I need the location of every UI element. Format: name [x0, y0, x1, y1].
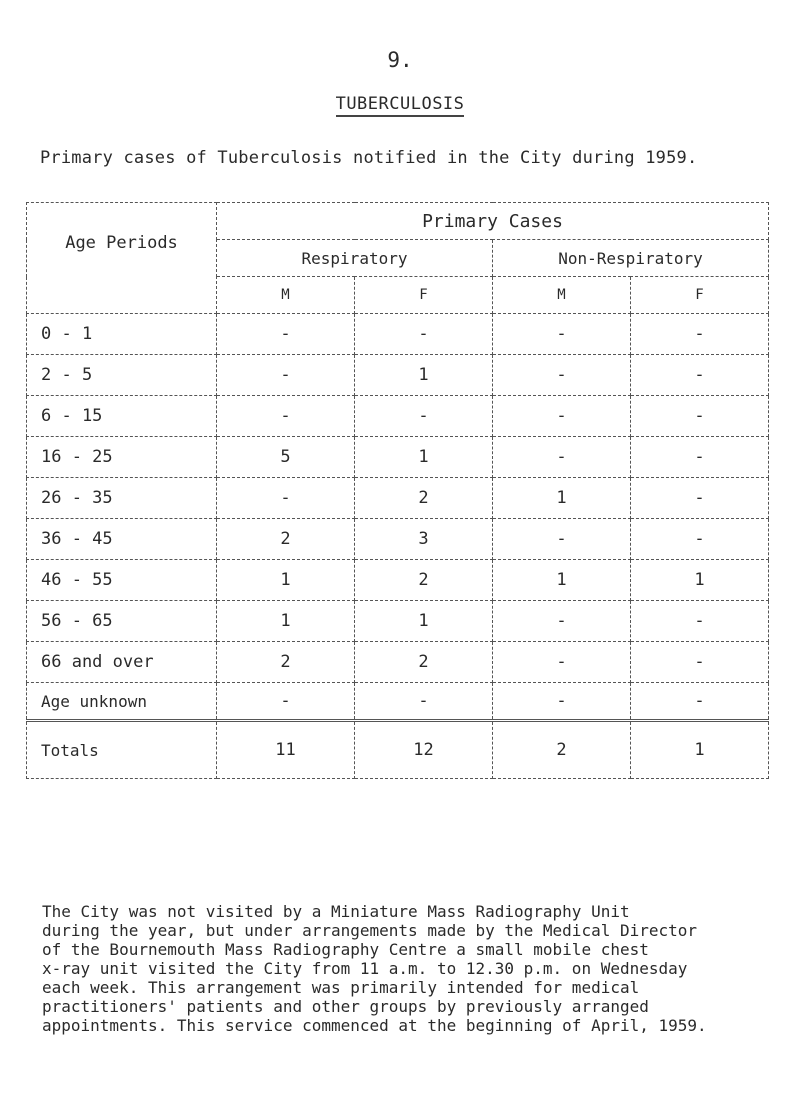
totals-row — [27, 721, 769, 779]
resp-male-cell: - — [217, 478, 355, 519]
resp-male-cell: 1 — [217, 601, 355, 642]
resp-female-cell: - — [355, 314, 493, 355]
non-respiratory-header: Non-Respiratory — [493, 240, 769, 277]
resp-male-cell: 2 — [217, 519, 355, 560]
nonresp-female-cell: - — [631, 519, 769, 560]
table-row — [27, 519, 769, 560]
total-nonresp-female: 1 — [631, 721, 769, 779]
resp-male-cell: 2 — [217, 642, 355, 683]
nonresp-female-cell: - — [631, 314, 769, 355]
age-period-cell: Age unknown — [27, 683, 217, 721]
age-period-cell: 16 - 25 — [27, 437, 217, 478]
respiratory-header: Respiratory — [217, 240, 493, 277]
table-row — [27, 642, 769, 683]
age-period-cell: 36 - 45 — [27, 519, 217, 560]
section-heading — [0, 94, 800, 114]
nonresp-male-cell: - — [493, 355, 631, 396]
table-row — [27, 478, 769, 519]
table-caption: Primary cases of Tuberculosis notified in the City during 1959. — [40, 148, 698, 168]
resp-male-cell: - — [217, 683, 355, 721]
table-row — [27, 437, 769, 478]
nonresp-male-cell: - — [493, 642, 631, 683]
nonresp-male-cell: 1 — [493, 478, 631, 519]
primary-cases-header: Primary Cases — [217, 203, 769, 240]
page-number: 9. — [387, 48, 413, 72]
resp-female-header: F — [355, 277, 493, 314]
resp-male-cell: - — [217, 396, 355, 437]
resp-female-cell: 2 — [355, 560, 493, 601]
resp-female-cell: 3 — [355, 519, 493, 560]
nonresp-male-cell: - — [493, 437, 631, 478]
resp-female-cell: 1 — [355, 437, 493, 478]
nonresp-male-cell: 1 — [493, 560, 631, 601]
age-period-cell: 2 - 5 — [27, 355, 217, 396]
total-resp-female: 12 — [355, 721, 493, 779]
resp-female-cell: 1 — [355, 601, 493, 642]
age-period-cell: 46 - 55 — [27, 560, 217, 601]
total-resp-male: 11 — [217, 721, 355, 779]
nonresp-male-header: M — [493, 277, 631, 314]
table-row — [27, 355, 769, 396]
nonresp-female-cell: - — [631, 683, 769, 721]
resp-female-cell: - — [355, 396, 493, 437]
table-row — [27, 601, 769, 642]
resp-male-header: M — [217, 277, 355, 314]
nonresp-female-cell: - — [631, 396, 769, 437]
nonresp-female-header: F — [631, 277, 769, 314]
primary-cases-table — [26, 202, 769, 779]
nonresp-female-cell: - — [631, 478, 769, 519]
nonresp-male-cell: - — [493, 601, 631, 642]
nonresp-female-cell: - — [631, 601, 769, 642]
nonresp-male-cell: - — [493, 314, 631, 355]
table-row — [27, 396, 769, 437]
table-row — [27, 560, 769, 601]
nonresp-male-cell: - — [493, 396, 631, 437]
age-period-cell: 56 - 65 — [27, 601, 217, 642]
nonresp-female-cell: 1 — [631, 560, 769, 601]
section-heading-text: TUBERCULOSIS — [336, 94, 465, 117]
age-period-cell: 0 - 1 — [27, 314, 217, 355]
nonresp-female-cell: - — [631, 355, 769, 396]
nonresp-female-cell: - — [631, 437, 769, 478]
nonresp-male-cell: - — [493, 683, 631, 721]
resp-female-cell: 1 — [355, 355, 493, 396]
resp-female-cell: - — [355, 683, 493, 721]
resp-female-cell: 2 — [355, 642, 493, 683]
age-period-cell: 26 - 35 — [27, 478, 217, 519]
table-row — [27, 314, 769, 355]
totals-label: Totals — [27, 721, 217, 779]
total-nonresp-male: 2 — [493, 721, 631, 779]
resp-male-cell: 5 — [217, 437, 355, 478]
nonresp-male-cell: - — [493, 519, 631, 560]
resp-female-cell: 2 — [355, 478, 493, 519]
age-period-cell: 66 and over — [27, 642, 217, 683]
resp-male-cell: - — [217, 355, 355, 396]
resp-male-cell: 1 — [217, 560, 355, 601]
age-period-cell: 6 - 15 — [27, 396, 217, 437]
table-row — [27, 683, 769, 721]
age-periods-header: Age Periods — [27, 203, 217, 314]
nonresp-female-cell: - — [631, 642, 769, 683]
resp-male-cell: - — [217, 314, 355, 355]
radiography-paragraph: The City was not visited by a Miniature Mass Radiography Unit during the year, but under arrangements made by the Medical Director of the Bournemouth Mass Radiography Centre a small mobile chest x-ray unit visited the City from 11 a.m. to 12.30 p.m. on Wednesday each week. This arrangement was primarily intended for medical practitioners' patients and other groups by previously arranged appointments. This service commenced at the beginning of April, 1959. — [42, 902, 707, 1035]
